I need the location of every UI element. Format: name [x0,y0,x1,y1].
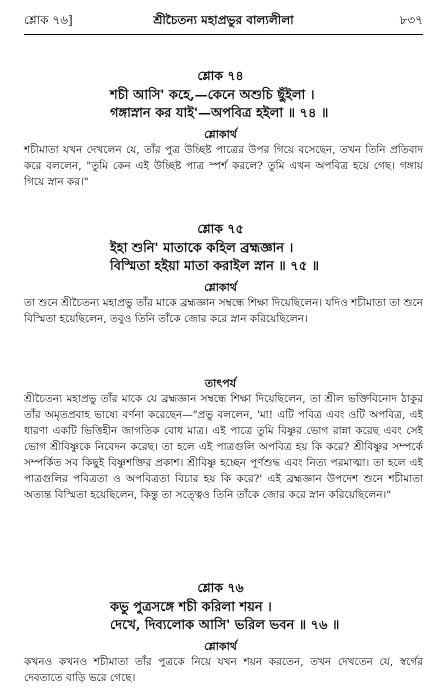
verse-75-line-2: বিস্মিতা হইয়া মাতা করাইল স্নান ॥ ৭৫ ॥ [110,259,320,274]
header-chapter-title: শ্রীচৈতন্য মহাপ্রভুর বাল্যলীলা [153,13,294,27]
verse-76-line-2: দেখে, দিব্যলোক আসি' ভরিল ভবন ॥ ৭৬ ॥ [110,618,340,633]
verse-76-line-1: কভু পুত্রসঙ্গে শচী করিলা শয়ন । [110,600,272,615]
page-header [24,8,423,30]
verse-75-line-1: ইহা শুনি' মাতাকে কহিল ব্রহ্মজ্ঞান । [110,241,294,256]
page-number: ৮৩৭ [399,13,423,27]
verse-74-title: শ্লোক ৭৪ [197,68,244,83]
verse-75-translation: তা শুনে শ্রীচৈতন্য মহাপ্রভু তাঁর মাকে ব্রহ্মজ্ঞান সম্বন্ধে শিক্ষা দিয়েছিলেন। যদিও শচীমাতা তা শুনে বিস্মিতা হয়েছিলেন, তবুও তিনি তাঁকে জোর করে স্নান করিয়েছিলেন। [24,297,423,325]
verse-74-translation-label: শ্লোকার্থ [204,128,237,141]
verse-74-line-2: গঙ্গাস্নান কর যাই'—অপবিত্র হইলা ॥ ৭৪ ॥ [110,106,329,121]
verse-76-title: শ্লোক ৭৬ [197,580,244,595]
verse-76-translation: কখনও কখনও শচীমাতা তাঁর পুত্রকে নিয়ে যখন শয়ন করতেন, তখন দেখতেন যে, স্বর্গের দেবতাতে বাড়ি ভরে গেছে। [24,656,423,684]
verse-76-text [110,599,391,635]
verse-75-title: শ্লোক ৭৫ [197,221,244,236]
verse-76-translation-label: শ্লোকার্থ [204,640,237,653]
header-rule [24,34,423,35]
verse-75-text [110,240,391,276]
header-verse-ref: শ্লোক ৭৬] [24,13,73,27]
purport-label: তাৎপর্য [204,377,237,390]
purport-text: শ্রীচৈতন্য মহাপ্রভু তাঁর মাকে যে ব্রহ্মজ্ঞান সম্বন্ধে শিক্ষা দিয়েছিলেন, তা শ্রীল ভক্তিবিনোদ ঠাকুর তাঁর অমৃতপ্রবাহ ভাষ্যে বর্ণনা করেছেন—"প্রভু বললেন, 'মা! এটি পবিত্র এবং ওটি অপবিত্র, এই ধারণা একটি ভিত্তিহীন জাগতিক বোধ মাত্র। এই পাত্রে তুমি বিষ্ণুর ভোগ রান্না করেছ এবং সেই ভোগ শ্রীবিষ্ণুকে নিবেদন করেছ। তা হলে এই পাত্রগুলি অপবিত্র হয় কি করে? শ্রীবিষ্ণুর সম্পর্কে সম্পর্কিত সব কিছুই বিষ্ণুশক্তির প্রকাশ। শ্রীবিষ্ণু হচ্ছেন পূর্ণশুদ্ধ এবং নিত্য পরমাত্মা। তা হলে এই পাত্রগুলির পবিত্রতা ও অপবিত্রতা বিচার হয় কি করে?' এই ব্রহ্মজ্ঞান উপদেশ শুনে শচীমাতা অত্যন্ত বিস্মিতা হয়েছিলেন, কিন্তু তা সত্ত্বেও তিনি তাঁকে জোর করে স্নান করিয়েছিলেন।" [24,393,423,501]
verse-74-text [110,87,391,123]
verse-74-translation: শচীমাতা যখন দেখলেন যে, তাঁর পুত্র উচ্ছিষ্ট পাত্রের উপর গিয়ে বসেছেন, তখন তিনি প্রতিবাদ করে বললেন, "তুমি কেন এই উচ্ছিষ্ট পাত্র স্পর্শ করলে? তুমি এখন অপবিত্র হয়ে গেছ। গঙ্গায় গিয়ে স্নান কর।" [24,144,423,188]
verse-75-translation-label: শ্লোকার্থ [204,281,237,294]
verse-74-line-1: শচী আসি' কহে,—কেনে অশুচি ছুঁইলা । [110,88,315,103]
